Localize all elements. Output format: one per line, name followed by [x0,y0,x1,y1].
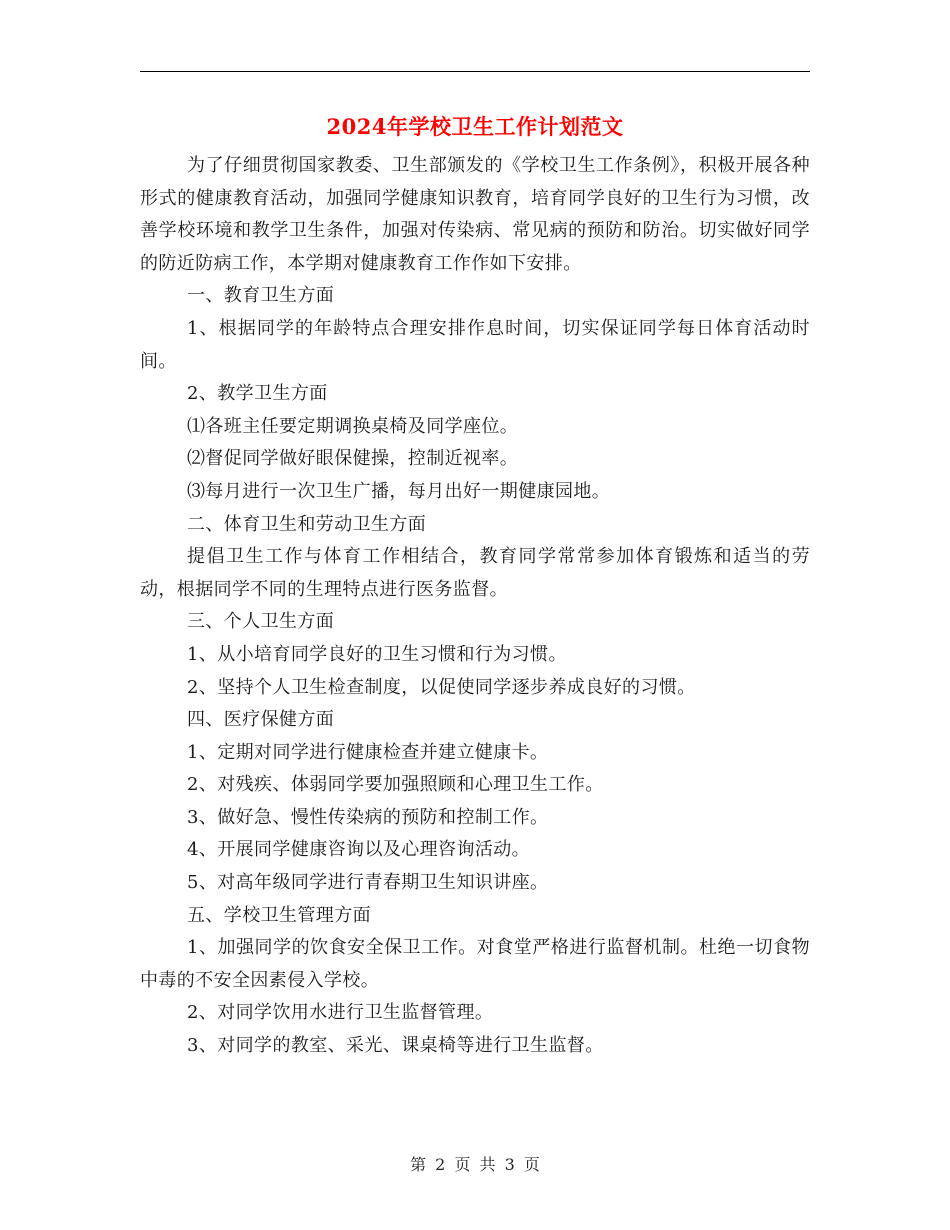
list-item: 1、从小培育同学良好的卫生习惯和行为习惯。 [187,643,567,665]
section-heading-1: 一、教育卫生方面 [187,285,335,307]
list-item: 1、加强同学的饮食安全保卫工作。对食堂严格进行监督机制。杜绝一切食物中毒的不安全因素侵入学校。 [140,937,810,991]
document-title: 2024年学校卫生工作计划范文 [326,114,624,139]
section-heading-2: 二、体育卫生和劳动卫生方面 [187,513,427,535]
page-number-footer: 第 2 页 共 3 页 [410,1155,540,1174]
list-item: ⑴各班主任要定期调换桌椅及同学座位。 [187,415,519,437]
section-heading-5: 五、学校卫生管理方面 [187,904,371,926]
list-item: ⑶每月进行一次卫生广播，每月出好一期健康园地。 [187,480,611,502]
body-paragraph: 提倡卫生工作与体育工作相结合，教育同学常常参加体育锻炼和适当的劳动，根据同学不同的生理特点进行医务监督。 [140,546,810,600]
list-item: 3、做好急、慢性传染病的预防和控制工作。 [187,806,549,828]
section-heading-4: 四、医疗保健方面 [187,709,335,731]
list-item: 1、根据同学的年龄特点合理安排作息时间，切实保证同学每日体育活动时间。 [140,317,810,372]
list-item: 2、坚持个人卫生检查制度，以促使同学逐步养成良好的习惯。 [187,676,696,698]
list-item: 2、对残疾、体弱同学要加强照顾和心理卫生工作。 [187,774,604,796]
list-item: ⑵督促同学做好眼保健操，控制近视率。 [187,448,519,470]
document-body [140,150,810,1063]
list-item: 2、对同学饮用水进行卫生监督管理。 [187,1002,494,1024]
list-item: 1、定期对同学进行健康检查并建立健康卡。 [187,741,549,763]
intro-paragraph: 为了仔细贯彻国家教委、卫生部颁发的《学校卫生工作条例》，积极开展各种形式的健康教育活动，加强同学健康知识教育，培育同学良好的卫生行为习惯，改善学校环境和教学卫生条件，加强对传染病、常见病的预防和防治。切实做好同学的防近防病工作，本学期对健康教育工作作如下安排。 [140,155,810,274]
list-item: 3、对同学的教室、采光、课桌椅等进行卫生监督。 [187,1035,604,1057]
subsection-heading: 2、教学卫生方面 [187,383,328,405]
list-item: 4、开展同学健康咨询以及心理咨询活动。 [187,839,531,861]
header-rule [140,71,810,72]
list-item: 5、对高年级同学进行青春期卫生知识讲座。 [187,872,549,894]
section-heading-3: 三、个人卫生方面 [187,611,335,633]
